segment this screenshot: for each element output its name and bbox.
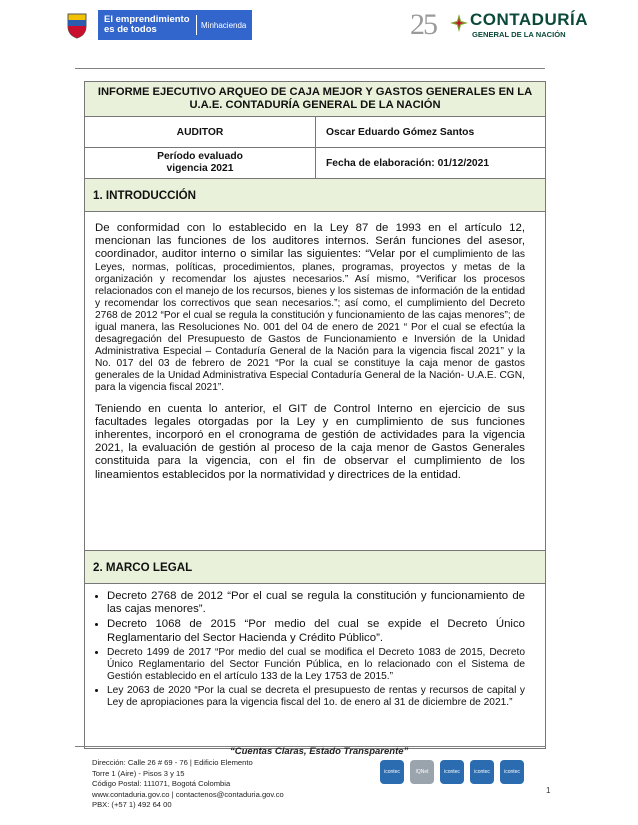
intro-body xyxy=(85,212,545,551)
certification-badge-icon: icontec xyxy=(500,760,524,784)
period-row xyxy=(85,148,545,179)
government-banner xyxy=(98,10,252,40)
elaboration-date: Fecha de elaboración: 01/12/2021 xyxy=(326,157,490,169)
footer-address: Dirección: Calle 26 # 69 - 76 | Edificio Elemento Torre 1 (Aire) - Pisos 3 y 15 Código Postal: 111071, Bogotá Colombia www.contaduria.gov.co | contactenos@contaduria.gov.co PBX: (+57 1) 492 64 00 xyxy=(92,758,284,809)
footer-motto: “Cuentas Claras, Estado Transparente” xyxy=(230,746,409,757)
ministry-name: Minhacienda xyxy=(201,20,247,30)
auditor-name: Oscar Eduardo Gómez Santos xyxy=(326,126,475,138)
legal-list xyxy=(93,590,525,748)
intro-paragraph-2: Teniendo en cuenta lo anterior, el GIT de Control Interno en ejercicio de sus facultades legales otorgadas por la Ley y en cumplimiento de sus funciones inherentes, incorporó en el cronograma de gestión de actividades para la vigencia 2021, la evaluación de gestión al proceso de la caja menor de Gastos Generales constituida para la vigencia, con el fin de observar el cumplimiento de los lineamientos establecidos por la normatividad y directrices de la entidad. xyxy=(95,402,525,481)
report-table xyxy=(84,81,546,749)
legal-item: • Decreto 1499 de 2017 “Por medio del cual se modifica el Decreto 1083 de 2015, Decreto Único Reglamentario del Sector Función Pública, en lo relacionado con el Sistema de Gestión establecido en el artículo 133 de la Ley 1753 de 2015.” xyxy=(107,647,525,683)
legal-item: • Decreto 1068 de 2015 “Por medio del cual se expide el Decreto Único Reglamentario del Sector Hacienda y Crédito Público”. xyxy=(107,618,525,644)
banner-divider xyxy=(196,15,197,35)
cgn-logo-subtitle: GENERAL DE LA NACIÓN xyxy=(472,30,566,39)
period-label: Período evaluado vigencia 2021 xyxy=(85,148,316,178)
certification-badge-icon: icontec xyxy=(470,760,494,784)
legal-item: • Ley 2063 de 2020 “Por la cual se decreta el presupuesto de rentas y recursos de capital y Ley de apropiaciones para la vigencia fiscal del 1o. de enero al 31 de diciembre de 2021.” xyxy=(107,685,525,709)
header-rule xyxy=(75,68,545,69)
auditor-label: AUDITOR xyxy=(85,117,316,147)
cgn-star-icon xyxy=(450,14,468,32)
certification-badge-icon: icontec xyxy=(440,760,464,784)
page-number: 1 xyxy=(546,786,551,795)
colombia-coat-of-arms-icon xyxy=(62,10,92,40)
gov-slogan: El emprendimiento es de todos xyxy=(104,14,190,35)
certification-badges xyxy=(380,760,524,784)
intro-paragraph-1: De conformidad con lo establecido en la Ley 87 de 1993 en el artículo 12, mencionan las funciones de los auditores internos. Serán funciones del asesor, coordinador, auditor interno o similar las siguientes: “Velar por el cumplimiento de las Leyes, normas, políticas, procedimientos, planes, programas, proyectos y metas de la organización y recomendar los ajustes necesarios.” Así mismo, “Verificar los procesos relacionados con el manejo de los recursos, bienes y los sistemas de información de la entidad y recomendar los correctivos que sean necesarios.”; así como, el cumplimiento del Decreto 2768 de 2012 “Por el cual se regula la constitución y funcionamiento de las cajas menores”; de igual manera, las Resoluciones No. 001 del 04 de enero de 2021 “ Por el cual se efectúa la desagregación del Presupuesto de Gastos de Funcionamiento e Inversión de la Unidad Administrativa Especial – Contaduría General de la Nación para la vigencia fiscal 2021” y la No. 017 del 03 de febrero de 2021 “Por la cual se constituye la caja menor de gastos generales de la Unidad Administrativa Especial Contaduría General de la Nación- U.A.E. CGN, para la vigencia fiscal 2021”. xyxy=(95,222,526,393)
intro-heading: 1. INTRODUCCIÓN xyxy=(85,179,545,212)
certification-badge-icon: IQNet xyxy=(410,760,434,784)
cgn-anniversary-mark: 25 xyxy=(410,8,436,41)
footer-contact-links[interactable]: www.contaduria.gov.co | contactenos@contaduria.gov.co xyxy=(92,789,284,799)
legal-item: • Decreto 2768 de 2012 “Por el cual se regula la constitución y funcionamiento de las cajas menores”. xyxy=(107,590,525,616)
report-title: INFORME EJECUTIVO ARQUEO DE CAJA MEJOR Y GASTOS GENERALES EN LA U.A.E. CONTADURÍA GENERAL DE LA NACIÓN xyxy=(85,82,545,117)
legal-body xyxy=(85,584,545,748)
cgn-logo-name: CONTADURÍA xyxy=(470,10,589,29)
certification-badge-icon: icontec xyxy=(380,760,404,784)
auditor-row xyxy=(85,117,545,148)
legal-heading: 2. MARCO LEGAL xyxy=(85,551,545,584)
